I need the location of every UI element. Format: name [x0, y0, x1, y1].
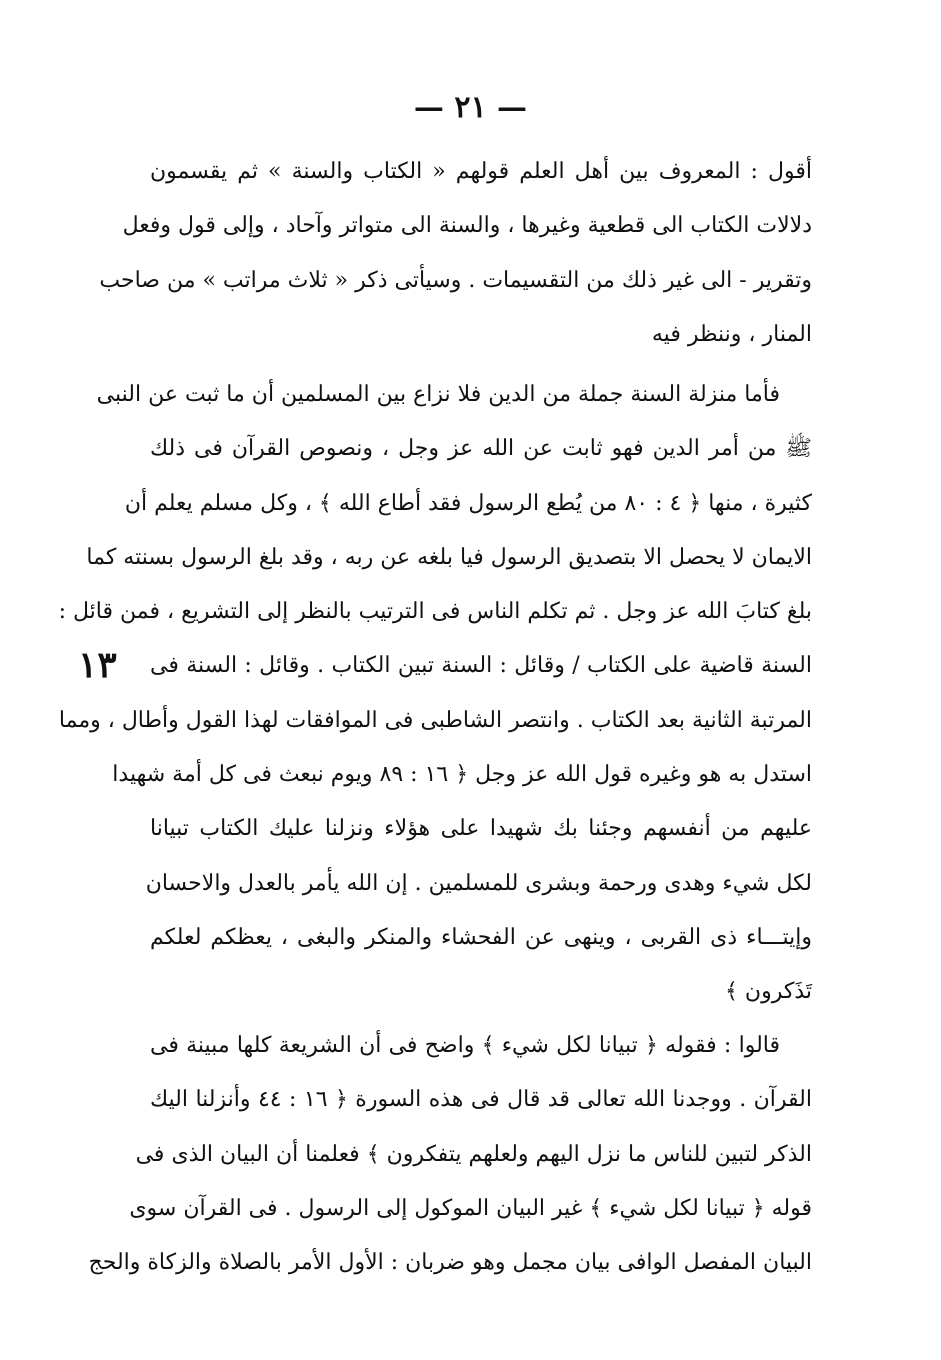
text-line: أقول : المعروف بين أهل العلم قولهم « الكتاب والسنة » ثم يقسمون [150, 159, 812, 184]
text-line: وإيتـــاء ذى القربى ، وينهى عن الفحشاء والمنكر والبغى ، يعظكم لعلكم [150, 924, 812, 950]
text-line: بلغ كتابَ الله عز وجل . ثم تكلم الناس فى الترتيب بالنظر إلى التشريع ، فمن قائل : [58, 599, 812, 625]
text-line: قوله ﴿ تبيانا لكل شيء ﴾ غير البيان الموكول إلى الرسول . فى القرآن سوى [129, 1195, 812, 1221]
text-line: قالوا : فقوله ﴿ تبيانا لكل شيء ﴾ واضح فى أن الشريعة كلها مبينة فى [150, 1033, 780, 1058]
text-line: فأما منزلة السنة جملة من الدين فلا نزاع بين المسلمين أن ما ثبت عن النبى [96, 382, 780, 407]
text-line: استدل به هو وغيره قول الله عز وجل ﴿ ١٦ : ٨٩ ويوم نبعث فى كل أمة شهيدا [112, 762, 812, 788]
text-line: دلالات الكتاب الى قطعية وغيرها ، والسنة الى متواتر وآحاد ، وإلى قول وفعل [122, 213, 812, 239]
text-line: الايمان لا يحصل الا بتصديق الرسول فيا بلغه عن ربه ، وقد بلغ الرسول بسنته كما [86, 544, 812, 570]
text-line: عليهم من أنفسهم وجئنا بك شهيدا على هؤلاء ونزلنا عليك الكتاب تبيانا [150, 816, 812, 842]
text-line: المنار ، وننظر فيه [651, 321, 812, 347]
text-line: المرتبة الثانية بعد الكتاب . وانتصر الشاطبى فى الموافقات لهذا القول وأطال ، ومما [58, 707, 812, 733]
text-line: ﷺ من أمر الدين فهو ثابت عن الله عز وجل ، ونصوص القرآن فى ذلك [150, 436, 812, 462]
text-line: كثيرة ، منها ﴿ ٤ : ٨٠ من يُطع الرسول فقد أطاع الله ﴾ ، وكل مسلم يعلم أن [124, 490, 812, 516]
text-line: لكل شيء وهدى ورحمة وبشرى للمسلمين . إن الله يأمر بالعدل والاحسان [145, 870, 812, 896]
text-line: البيان المفصل الوافى بيان مجمل وهو ضربان : الأول الأمر بالصلاة والزكاة والحج [88, 1250, 812, 1276]
page-number: — ٢١ — [413, 90, 528, 125]
paragraph-1 [99, 145, 812, 362]
paragraph-3 [88, 1019, 813, 1290]
text-line: القرآن . ووجدنا الله تعالى قد قال فى هذه السورة ﴿ ١٦ : ٤٤ وأنزلنا اليك [150, 1087, 813, 1113]
text-line: السنة قاضية على الكتاب / وقائل : السنة تبين الكتاب . وقائل : السنة فى [150, 653, 812, 679]
margin-note: ١٣ [78, 644, 117, 686]
text-line: تَذَكرون ﴾ [725, 979, 812, 1005]
text-line: الذكر لتبين للناس ما نزل اليهم ولعلهم يتفكرون ﴾ فعلمنا أن البيان الذى فى [135, 1141, 812, 1167]
text-line: وتقرير - الى غير ذلك من التقسيمات . وسيأتى ذكر « ثلاث مراتب » من صاحب [99, 267, 812, 293]
